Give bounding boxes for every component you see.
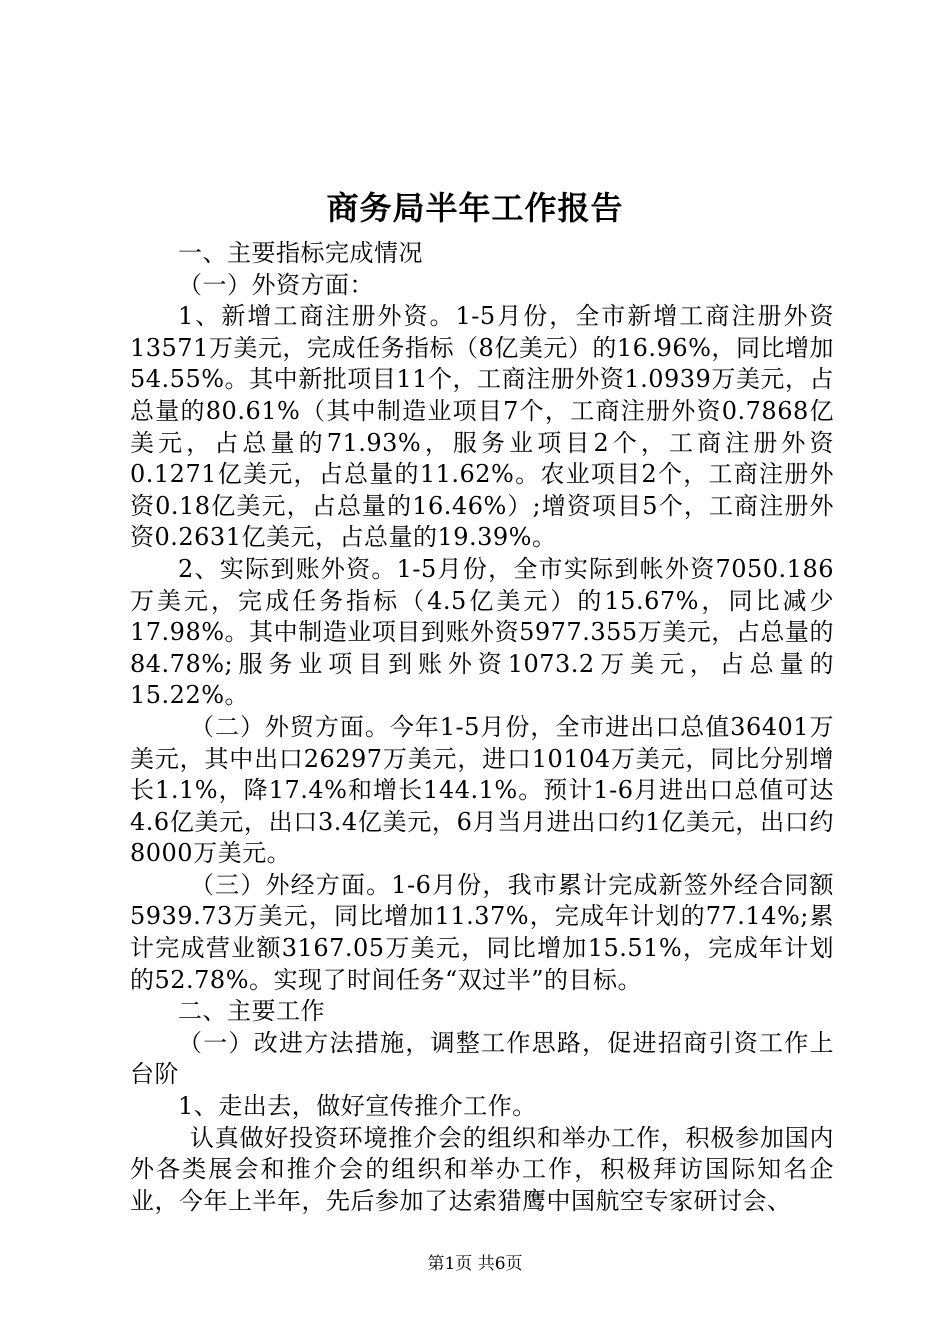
paragraph-actual-capital: 2、实际到账外资。1-5月份，全市实际到帐外资7050.186万美元，完成任务指标（4.5亿美元）的15.67%，同比减少17.98%。其中制造业项目到账外资5977.355万美元，占总量的84.78%;服务业项目到账外资1073.2万美元，占总量的15.22%。 (130, 554, 834, 710)
paragraph-promotion: 认真做好投资环境推介会的组织和举办工作，积极参加国内外各类展会和推介会的组织和举办工作，积极拜访国际知名企业，今年上半年，先后参加了达索猎鹰中国航空专家研讨会、 (130, 1123, 834, 1215)
section-heading-1: 一、主要指标完成情况 (178, 239, 423, 267)
page-footer: 第1页 共6页 (427, 1254, 523, 1274)
subsection-heading-methods: （一）改进方法措施，调整工作思路，促进招商引资工作上台阶 (130, 1028, 834, 1089)
paragraph-foreign-trade: （二）外贸方面。今年1-5月份，全市进出口总值36401万美元，其中出口26297万美元，进口10104万美元，同比分别增长1.1%，降17.4%和增长144.1%。预计1-6月进出口总值可达4.6亿美元，出口3.4亿美元，6月当月进出口约1亿美元，出口约8000万美元。 (130, 712, 834, 868)
section-heading-2: 二、主要工作 (178, 997, 325, 1026)
paragraph-foreign-economy: （三）外经方面。1-6月份，我市累计完成新签外经合同额5939.73万美元，同比增加11.37%，完成年计划的77.14%;累计完成营业额3167.05万美元，同比增加15.51%，完成年计划的52.78%。实现了时间任务“双过半”的目标。 (130, 870, 834, 994)
document-title: 商务局半年工作报告 (326, 189, 624, 227)
document-body (130, 238, 834, 1217)
item-heading-go-out: 1、走出去，做好宣传推介工作。 (178, 1092, 537, 1121)
paragraph-new-registered-capital: 1、新增工商注册外资。1-5月份，全市新增工商注册外资13571万美元，完成任务指标（8亿美元）的16.96%，同比增加54.55%。其中新批项目11个，工商注册外资1.0939万美元，占总量的80.61%（其中制造业项目7个，工商注册外资0.7868亿美元，占总量的71.93%，服务业项目2个，工商注册外资0.1271亿美元，占总量的11.62%。农业项目2个，工商注册外资0.18亿美元，占总量的16.46%）;增资项目5个，工商注册外资0.2631亿美元，占总量的19.39%。 (130, 302, 834, 552)
subsection-heading-foreign-investment: （一）外资方面： (178, 270, 374, 299)
